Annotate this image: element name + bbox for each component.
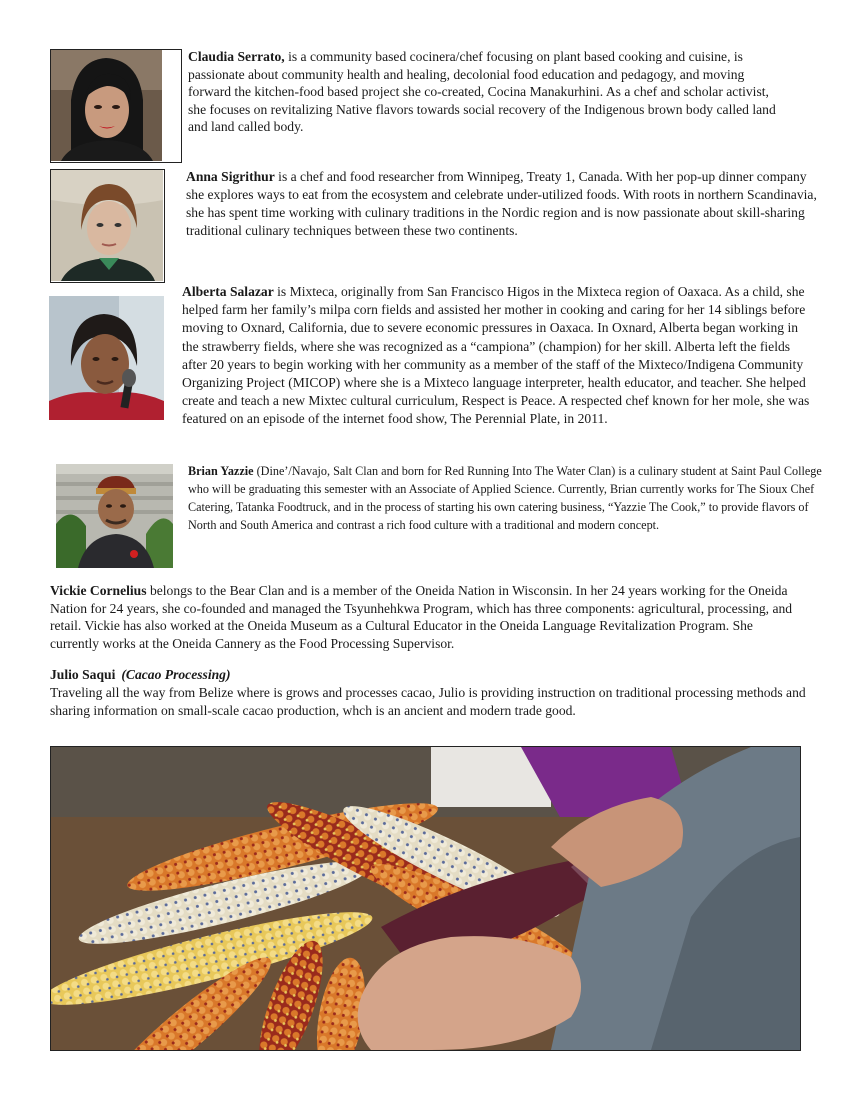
portrait-anna-sigrithur [51,170,163,281]
bio-name: Vickie Cornelius [50,583,147,598]
bio-text: is a community based cocinera/chef focusing on plant based cooking and cuisine, is passionate about community health and healing, decolonial food education and pedagogy, and moving forward the kitchen-food based project she co-created, Cocina Manakurhini. As a chef and scholar activist, she focuses on revitalizing Native flavors towards social recovery of the Indigenous brown body called land and land called body. [188,49,776,134]
bio-name: Claudia Serrato, [188,49,285,64]
bio-claudia-serrato [188,48,788,136]
bio-brian-yazzie [188,462,824,534]
bio-name: Brian Yazzie [188,464,254,478]
bio-text: (Dine’/Navajo, Salt Clan and born for Red Running Into The Water Clan) is a culinary student at Saint Paul College who will be graduating this semester with an Associate of Applied Science. Currently, Brian currently works for The Sioux Chef Catering, Tatanka Foodtruck, and in the process of starting his own catering business, “Yazzie The Cook,” to provide flavors of North and South America and contrast a rich food culture with a traditional and modern concept. [188,464,822,532]
bio-julio-saqui [50,684,810,719]
portrait-brian-yazzie [56,464,173,568]
bio-vickie-cornelius [50,582,795,652]
bio-name: Alberta Salazar [182,284,274,299]
corn-photo [50,746,801,1051]
bio-subtitle: (Cacao Processing) [121,667,231,682]
bio-text: is a chef and food researcher from Winnipeg, Treaty 1, Canada. With her pop-up dinner company she explores ways to eat from the ecosystem and celebrate under-utilized foods. With roots in northern Scandinavia, she has spent time working with culinary traditions in the Nordic region and is now passionate about skill-sharing traditional culinary techniques between these two continents. [186,169,817,238]
bio-anna-sigrithur [186,168,820,240]
portrait-claudia-serrato [51,50,162,161]
bio-alberta-salazar [182,283,817,429]
bio-text: belongs to the Bear Clan and is a member of the Oneida Nation in Wisconsin. In her 24 years working for the Oneida Nation for 24 years, she co-founded and managed the Tsyunhehkwa Program, which has three components: agricultural, processing, and retail. Vickie has also worked at the Oneida Museum as a Cultural Educator in the Oneida Language Revitalization Program. She currently works at the Oneida Cannery as the Food Processing Supervisor. [50,583,793,651]
julio-heading [50,666,231,684]
portrait-alberta-salazar [49,296,164,420]
bio-text: Traveling all the way from Belize where is grows and processes cacao, Julio is providing instruction on traditional processing methods and sharing information on small-scale cacao production, whch is an ancient and modern trade good. [50,685,806,718]
bio-text: is Mixteca, originally from San Francisco Higos in the Mixteca region of Oaxaca. As a child, she helped farm her family’s milpa corn fields and assisted her mother in cooking and caring for her 14 siblings before moving to Oxnard, California, due to severe economic pressures in Oaxaca. In Oxnard, Alberta began working in the strawberry fields, where she was recognized as a “campiona” (champion) for her skill. Alberta left the fields after 20 years to begin working with her community as a member of the staff of the Mixteco/Indigena Community Organizing Project (MICOP) where she is a Mixteco language interpreter, health educator, and teacher. She helped create and teach a new Mixtec cultural curriculum, Respect is Peace. A respected chef known for her mole, she was featured on an episode of the internet food show, The Perennial Plate, in 2011. [182,284,810,427]
bio-name: Julio Saqui [50,667,116,682]
bio-name: Anna Sigrithur [186,169,275,184]
